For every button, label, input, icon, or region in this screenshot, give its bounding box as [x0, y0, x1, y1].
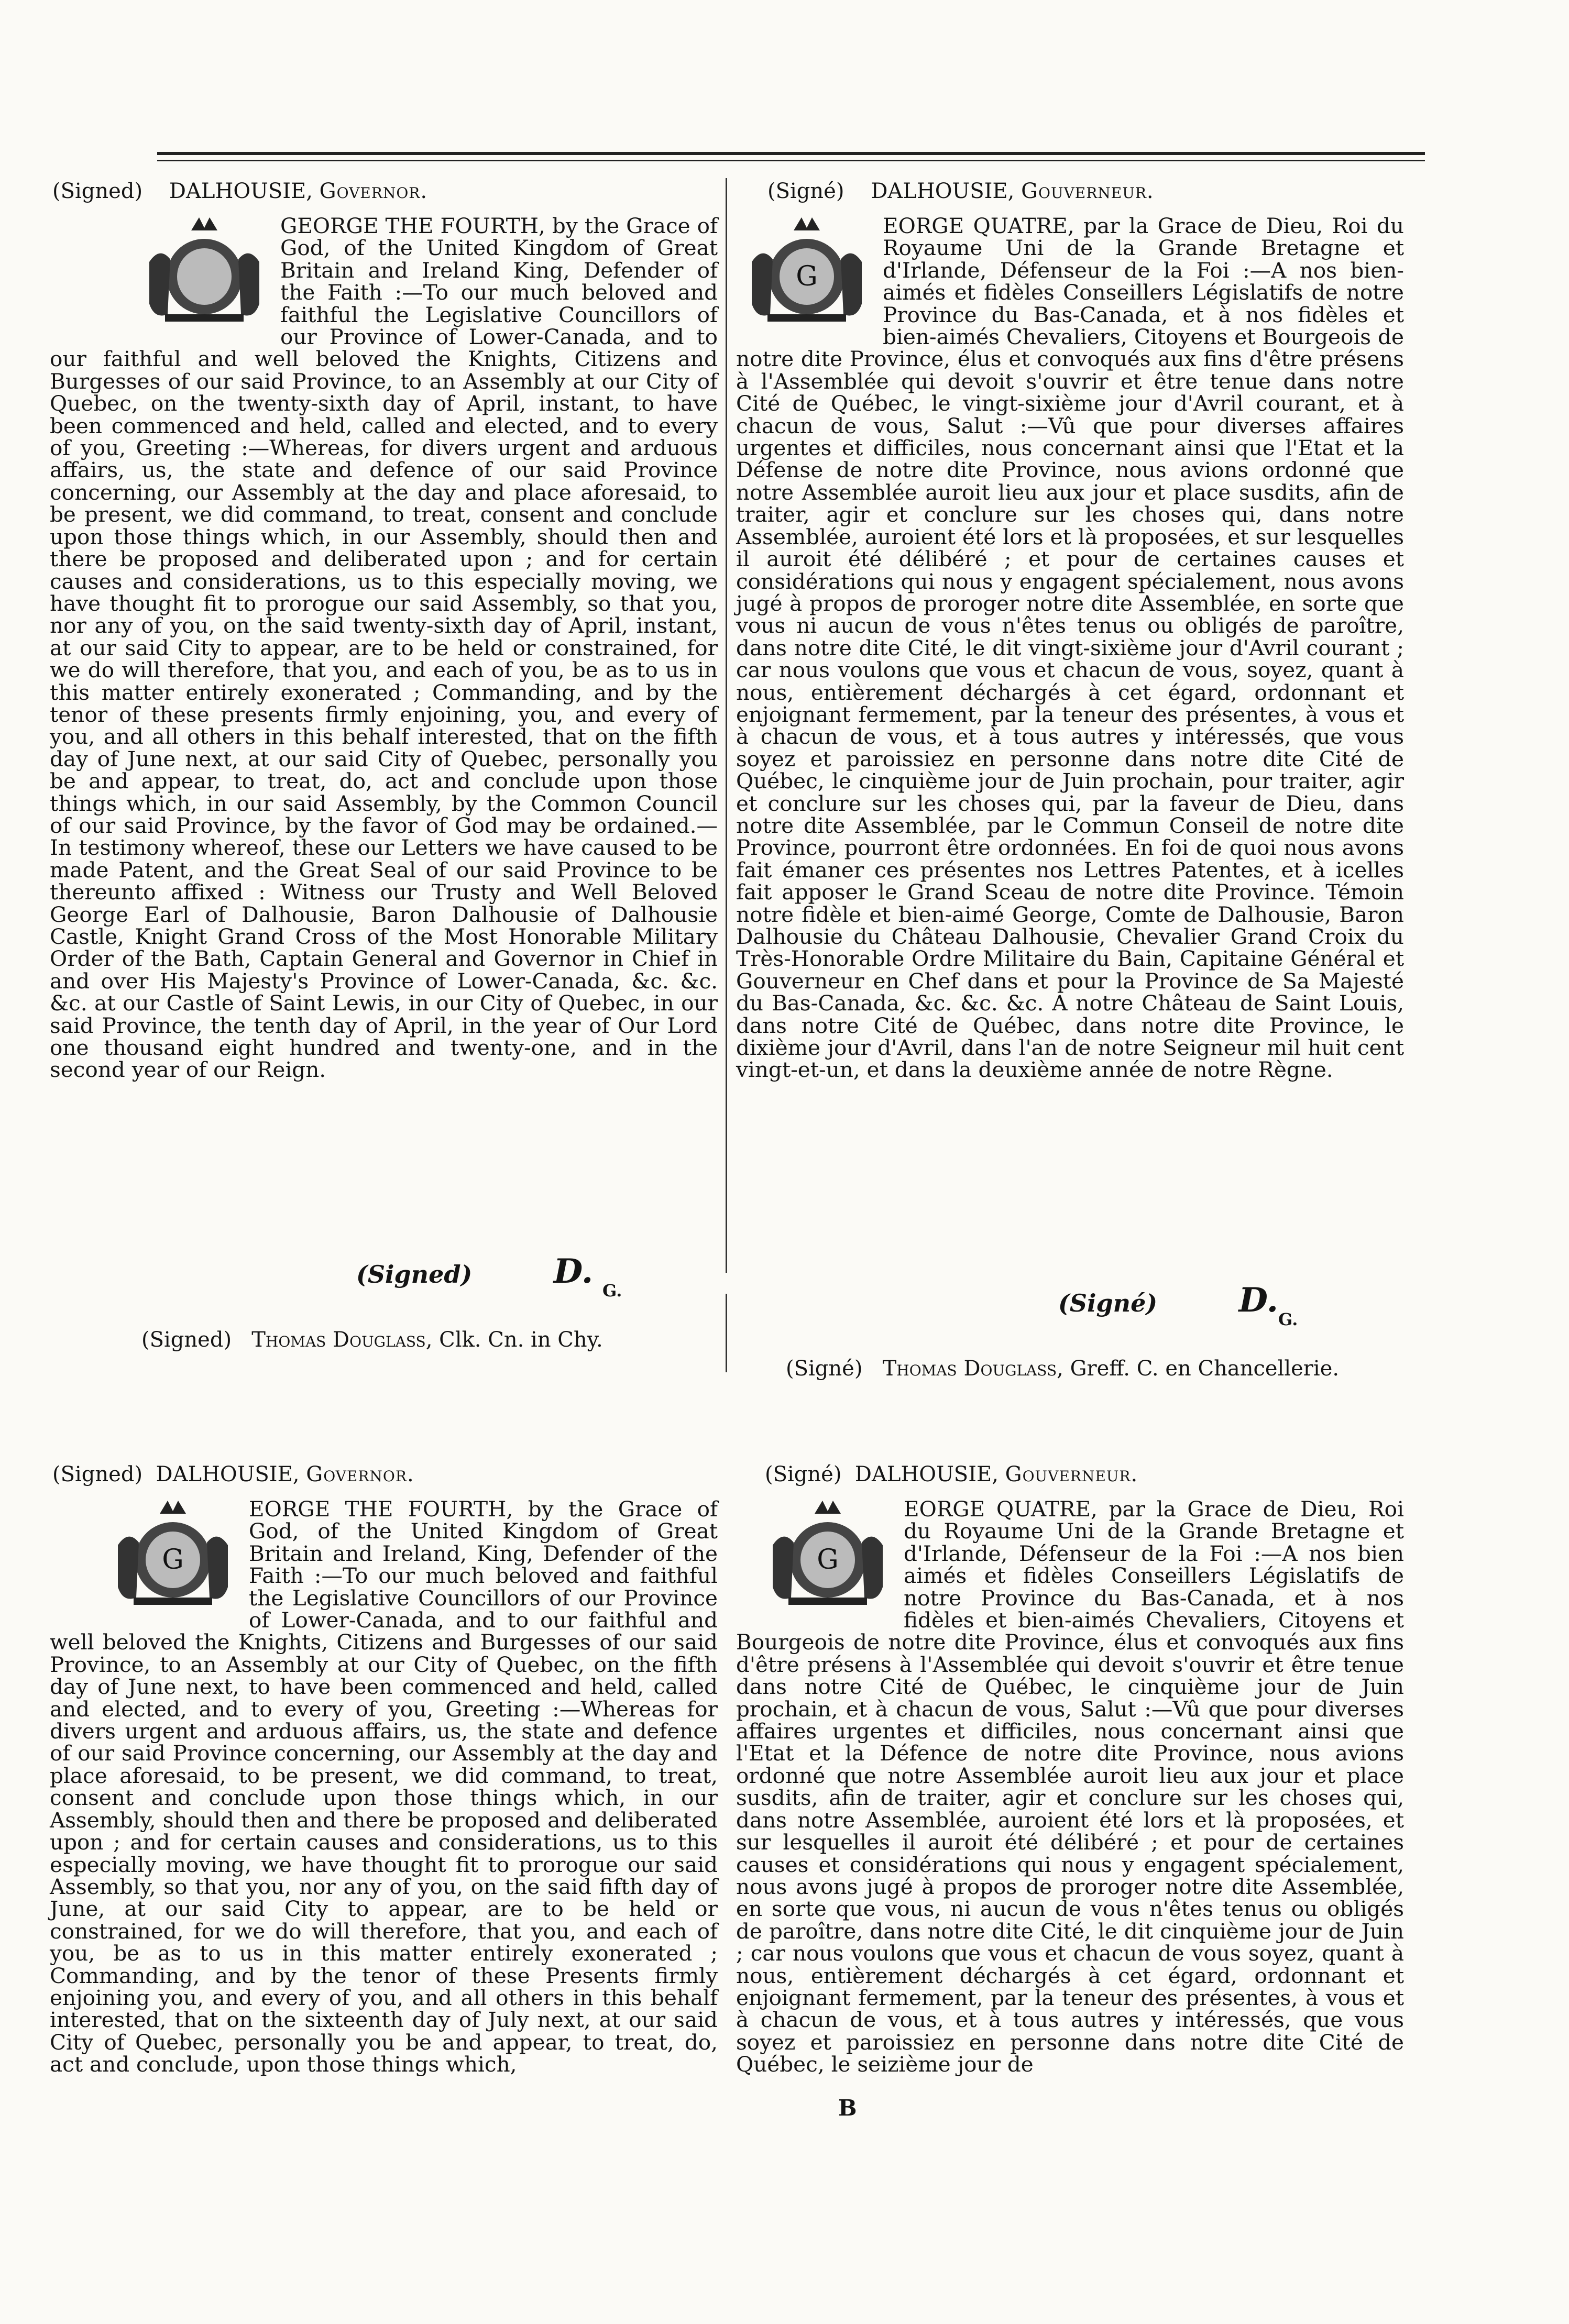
proclamation-body: GEORGE THE FOURTH, by the Grace of God, of the United Kingdom of Great Britain and Ireland King, Defender of the Faith :—To our much beloved and faithful the Legislative Councillors of our Province of Lower-Canada, and to our faithful and well beloved the Knights, Citizens and Burgesses of our said Province, to an Assembly at our City of Quebec, on the twenty-sixth day of April, instant, to have been commenced and held, called and elected, and to every of you, Greeting :—Whereas, for divers urgent and arduous affairs, us, the state and defence of our said Province concerning, our Assembly at the day and place aforesaid, to be present, we did command, to treat, consent and conclude upon those things which, in our Assembly, should then and there be proposed and deliberated upon ; and for certain causes and considerations, us to this especially moving, we have thought fit to prorogue our said Assembly, so that you, nor any of you, on the said twenty-sixth day of April, instant, at our said City to appear, are to be held or constrained, for we do will therefore, that you, and each of you, be as to us in this matter entirely exonerated ; Commanding, and by the tenor of these presents firmly enjoining, you, and every of you, and all others in this behalf interested, that on the fifth day of June next, at our said City of Quebec, personally you be and appear, to treat, do, act and conclude upon those things which, in our said Assembly, by the Common Council of our said Province, by the favor of God may be ordained.—In testimony whereof, these our Letters we have caused to be made Patent, and the Great Seal of our said Province to be thereunto affixed : Witness our Trusty and Well Beloved George Earl of Dalhousie, Baron Dalhousie of Dalhousie Castle, Knight Grand Cross of the Most Honorable Military Order of the Bath, Captain General and Governor in Chief in and over His Majesty's Province of Lower-Canada, &c. &c. &c. at our Castle of Saint Lewis, in our City of Quebec, in our said Province, the tenth day of April, in the year of Our Lord one thousand eight hundred and twenty-one, and in the second year of our Reign.: [50, 213, 718, 1083]
svg-text:G: G: [162, 1544, 184, 1576]
proclamation-1-english: [50, 178, 718, 1081]
royal-arms-crest-icon: [107, 1498, 238, 1611]
proclamation-2-english: [50, 1461, 718, 2076]
clerk-signature-french-1: (Signé) Thomas Douglass, Greff. C. en Chancellerie.: [786, 1357, 1340, 1381]
top-rule-thin: [157, 160, 1425, 161]
signed-heading: (Signed) DALHOUSIE, Governor.: [52, 179, 428, 203]
column-divider-lower: [726, 1294, 727, 1372]
svg-text:G: G: [796, 261, 818, 292]
proclamation-body: EORGE QUATRE, par la Grace de Dieu, Roi du Royaume Uni de la Grande Bretagne et d'Irlande, Défenseur de la Foi :—A nos bien-aimés et fidèles Conseillers Législatifs de notre Province du Bas-Canada, et à nos fidèles et bien-aimés Chevaliers, Citoyens et Bourgeois de notre dite Province, élus et convoqués aux fins d'être présens à l'Assemblée qui devoit s'ouvrir et être tenue dans notre Cité de Québec, le vingt-sixième jour d'Avril courant, et à chacun de vous, Salut :—Vû que pour diverses affaires urgentes et difficiles, nous concernant ainsi que l'Etat et la Défense de notre dite Province, nous avions ordonné que notre Assemblée auroit lieu aux jour et place susdits, afin de traiter, agir et conclure sur les choses qui, dans notre Assemblée, auroient été lors et là proposées, et sur lesquelles il auroit été délibéré ; et pour de certaines causes et considérations qui nous y engagent spécialement, nous avons jugé à propos de proroger notre dite Assemblée, en sorte que vous ni aucun de vous n'êtes tenus ou obligés de paroître, dans notre dite Cité, le dit vingt-sixième jour d'Avril courant ; car nous voulons que vous et chacun de vous, soyez, quant à nous, entièrement déchargés à cet égard, ordonnant et enjoignant fermement, par la teneur des présentes, à vous et à chacun de vous, et à tous autres y intéressés, que vous soyez et paroissiez en personne dans notre dite Cité de Québec, le cinquième jour de Juin prochain, pour traiter, agir et conclure sur les choses qui, par la faveur de Dieu, dans notre dite Assemblée, par le Commun Conseil de notre dite Province, pourront être ordonnées. En foi de quoi nous avons fait émaner ces présentes nos Lettres Patentes, et à icelles fait apposer le Grand Sceau de notre dite Province. Témoin notre fidèle et bien-aimé George, Comte de Dalhousie, Baron Dalhousie du Château Dalhousie, Chevalier Grand Croix du Très-Honorable Ordre Militaire du Bain, Capitaine Général et Gouverneur en Chef dans et pour la Province de Sa Majesté du Bas-Canada, &c. &c. &c. A notre Château de Saint Louis, dans notre Cité de Québec, dans notre dite Province, le dixième jour d'Avril, dans l'an de notre Seigneur mil huit cent vingt-et-un, et dans la deuxième année de notre Règne.: [736, 213, 1404, 1083]
signature-block-english-1: [356, 1252, 671, 1301]
page-signature-mark: B: [838, 2095, 857, 2121]
royal-arms-crest-icon: [741, 215, 872, 327]
clerk-signature-english-1: (Signed) Thomas Douglass, Clk. Cn. in Chy.: [141, 1328, 603, 1352]
signed-heading: (Signed) DALHOUSIE, Governor.: [52, 1462, 414, 1486]
proclamation-body: EORGE THE FOURTH, by the Grace of God, of the United Kingdom of Great Britain and Ireland, King, Defender of the Faith :—To our much beloved and faithful the Legislative Councillors of our Province of Lower-Canada, and to our faithful and well beloved the Knights, Citizens and Burgesses of our said Province, to an Assembly at our City of Quebec, on the fifth day of June next, to have been commenced and held, called and elected, and to every of you, Greeting :—Whereas for divers urgent and arduous affairs, us, the state and defence of our said Province concerning, our Assembly at the day and place aforesaid, to be present, we did command, to treat, consent and conclude upon those things which, in our Assembly, should then and there be proposed and deliberated upon ; and for certain causes and considerations, us to this especially moving, we have thought fit to prorogue our said Assembly, so that you, nor any of you, on the said fifth day of June, at our said City to appear, are to be held or constrained, for we do will therefore, that you, and each of you, be as to us in this matter entirely exonerated ; Commanding, and by the tenor of these Presents firmly enjoining you, and every of you, and all others in this behalf interested, that on the sixteenth day of July next, at our said City of Quebec, personally you be and appear, to treat, do, act and conclude, upon those things which,: [50, 1496, 718, 2077]
signature-sub: G.: [602, 1281, 622, 1301]
signed-heading: (Signé) DALHOUSIE, Gouverneur.: [765, 1462, 1138, 1486]
signed-label: (Signed): [356, 1260, 473, 1288]
signed-label: (Signé): [1058, 1289, 1158, 1317]
royal-arms-crest-icon: [139, 215, 270, 327]
column-divider: [726, 178, 727, 1273]
proclamation-body: EORGE QUATRE, par la Grace de Dieu, Roi du Royaume Uni de la Grande Bretagne et d'Irlande, Défenseur de la Foi :—A nos bien aimés et fidèles Conseillers Législatifs de notre Province du Bas-Canada, et à nos fidèles et bien-aimés Chevaliers, Citoyens et Bourgeois de notre dite Province, élus et convoqués aux fins d'être présens à l'Assemblée qui devoit s'ouvrir et être tenue dans notre Cité de Québec, le cinquième jour de Juin prochain, et à chacun de vous, Salut :—Vû que pour diverses affaires urgentes et difficiles, nous concernant ainsi que l'Etat et la Défence de notre dite Province, nous avions ordonné que notre Assemblée auroit lieu aux jour et place susdits, afin de traiter, agir et conclure sur les choses qui, dans notre Assemblée, auroient été lors et là proposées, et sur lesquelles il auroit été délibéré ; et pour de certaines causes et considérations qui nous y engagent spécialement, nous avons jugé à propos de proroger notre dite Assemblée, en sorte que vous, ni aucun de vous n'êtes tenus ou obligés de paroître, dans notre dite Cité, le dit cinquième jour de Juin ; car nous voulons que vous et chacun de vous soyez, quant à nous, entièrement déchargés à cet égard, ordonnant et enjoignant fermement, par la teneur des présentes, à vous et à chacun de vous, et à tous autres y intéressés, que vous soyez et paroissiez en personne dans notre dite Cité de Québec, le seizième jour de: [736, 1496, 1404, 2077]
signature-initial: D.: [1238, 1281, 1279, 1320]
royal-arms-crest-icon: [762, 1498, 893, 1611]
signature-initial: D.: [553, 1252, 594, 1291]
proclamation-2-french: [736, 1461, 1404, 2076]
signed-heading: (Signé) DALHOUSIE, Gouverneur.: [767, 179, 1154, 203]
svg-text:G: G: [817, 1544, 839, 1576]
signature-sub: G.: [1278, 1309, 1298, 1329]
top-rule: [157, 152, 1425, 155]
signature-block-french-1: [1058, 1281, 1373, 1329]
proclamation-1-french: [736, 178, 1404, 1081]
